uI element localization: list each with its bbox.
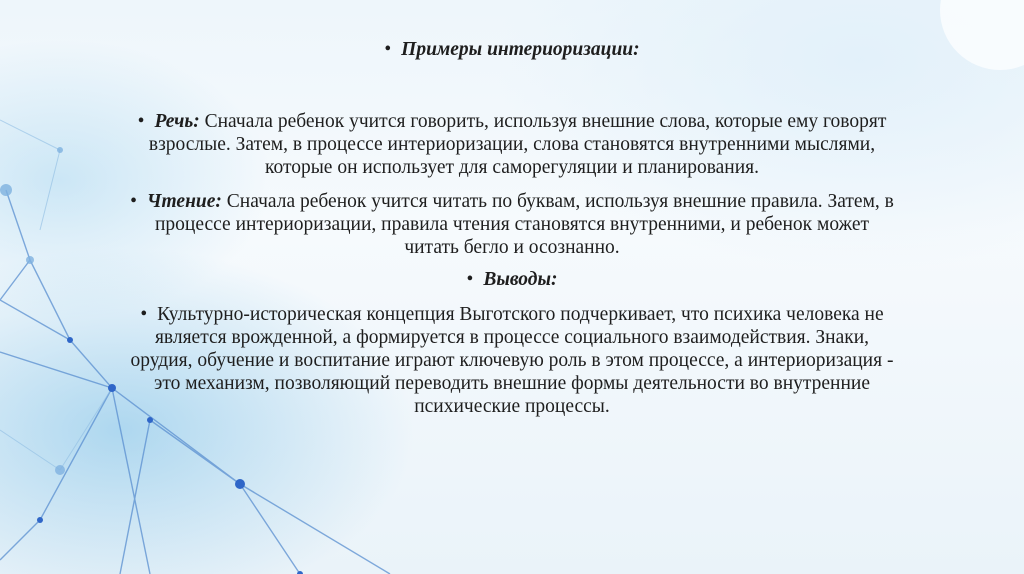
conclusion-line-2: является врожденной, а формируется в процессе социального взаимодействия. Знаки, (154, 327, 870, 348)
bullet-glyph: • (130, 191, 137, 212)
bullet-glyph: • (137, 111, 145, 132)
reading-line-1: • Чтение: Сначала ребенок учится читать по буквам, используя внешние правила. Затем, в (130, 191, 894, 212)
bullet-glyph: • (384, 39, 392, 60)
reading-line-2: процессе интериоризации, правила чтения становятся внутренними, и ребенок может (154, 214, 869, 235)
conclusion-line-3: орудия, обучение и воспитание играют ключевую роль в этом процессе, а интериоризация - (130, 350, 894, 371)
reading-line-3: читать бегло и осознанно. (404, 237, 620, 258)
conclusion-line-4: это механизм, позволяющий переводить внешние формы деятельности во внутренние (153, 373, 870, 394)
conclusion-line-1: • Культурно-историческая концепция Выготского подчеркивает, что психика человека не (140, 304, 884, 325)
speech-term: Речь: (154, 111, 200, 132)
heading-examples: • Примеры интериоризации: (384, 39, 640, 60)
speech-line-1: • Речь: Сначала ребенок учится говорить, используя внешние слова, которые ему говорят (137, 111, 887, 132)
reading-term: Чтение: (146, 191, 222, 212)
bullet-glyph: • (466, 269, 474, 290)
conclusion-line-5: психические процессы. (414, 396, 610, 417)
speech-line-3: которые он использует для саморегуляции и планирования. (264, 157, 760, 178)
bullet-glyph: • (140, 304, 148, 325)
heading-conclusions: • Выводы: (466, 269, 558, 290)
speech-line-2: взрослые. Затем, в процессе интериоризации, слова становятся внутренними мыслями, (148, 134, 876, 155)
